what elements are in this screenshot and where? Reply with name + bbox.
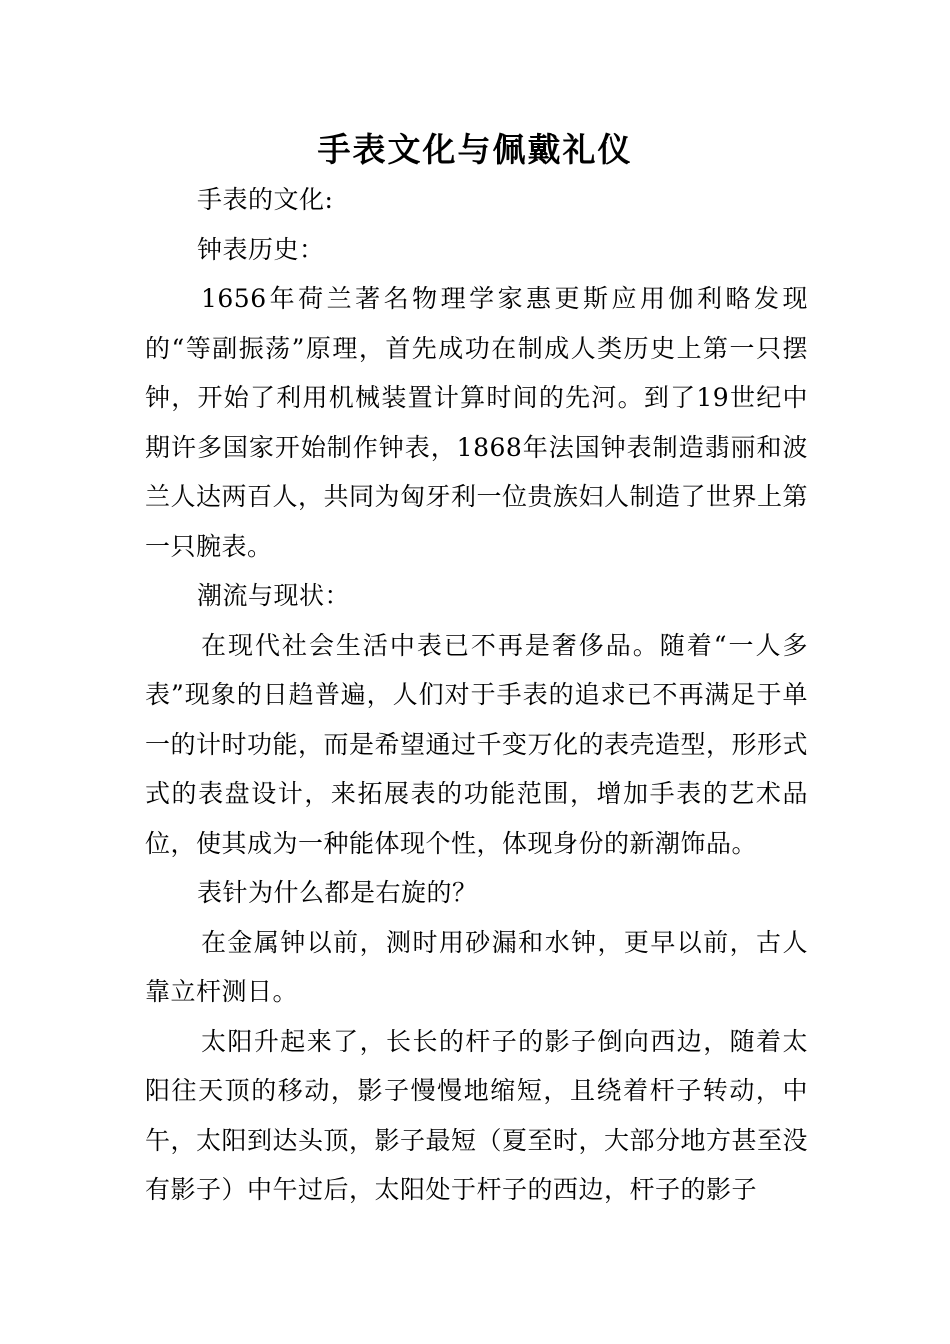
heading-watch-culture: 手表的文化:: [197, 185, 334, 214]
heading-clock-history: 钟表历史：: [197, 234, 325, 264]
heading-clockwise-question: 表针为什么都是右旋的？: [197, 878, 478, 907]
paragraph-clock-history: 1656年荷兰著名物理学家惠更斯应用伽利略发现的“等副振荡”原理，首先成功在制成人类历史上第一只摆钟，开始了利用机械装置计算时间的先河。到了19世纪中期许多国家开始制作钟表，1868年法国钟表制造翡丽和波兰人达两百人，共同为匈牙利一位贵族妇人制造了世界上第一只腕表。: [145, 284, 809, 561]
paragraph-sun-shadow: 太阳升起来了，长长的杆子的影子倒向西边，随着太阳往天顶的移动，影子慢慢地缩短，且绕着杆子转动，中午，太阳到达头顶，影子最短（夏至时，大部分地方甚至没有影子）中午过后，太阳处于杆子的西边，杆子的影子: [145, 1026, 809, 1204]
paragraph-ancient-timing: 在金属钟以前，测时用砂漏和水钟，更早以前，古人靠立杆测日。: [145, 927, 808, 1006]
document-body: [145, 175, 808, 1215]
document-title: 手表文化与佩戴礼仪: [317, 130, 633, 169]
heading-trends: 潮流与现状：: [197, 581, 351, 610]
paragraph-trends: 在现代社会生活中表已不再是奢侈品。随着“一人多表”现象的日趋普遍，人们对于手表的追求已不再满足于单一的计时功能，而是希望通过千变万化的表壳造型，形形式式的表盘设计，来拓展表的功能范围，增加手表的艺术品位，使其成为一种能体现个性，体现身份的新潮饰品。: [145, 630, 809, 858]
